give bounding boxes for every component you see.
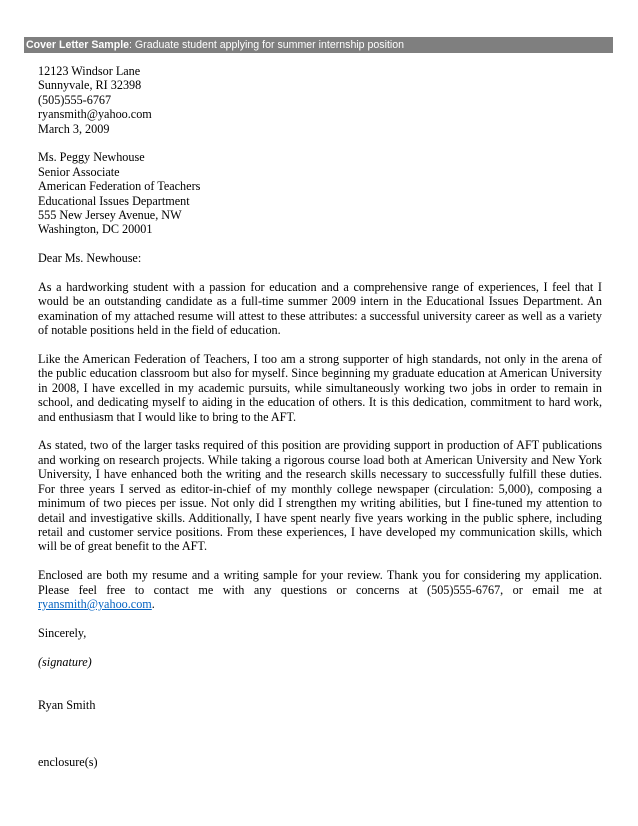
cover-letter (38, 64, 602, 770)
sender-street: 12123 Windsor Lane (38, 64, 141, 78)
body-paragraph-3: As stated, two of the larger tasks required of this position are providing support in production of AFT publications and working on research projects. While taking a rigorous course load both at American University and New York University, I have enhanced both the writing and the research skills necessary to successfully fulfill these duties. For three years I served as editor-in-chief of my monthly college newspaper (circulation: 5,000), composing a minimum of two pieces per issue. Not only did I strengthen my writing abilities, but I fine-tuned my attention to detail and investigative skills. Additionally, I have spent nearly five years working in the public sphere, including retail and customer service positions. From these experiences, I have developed my communication skills, which will be of great benefit to the AFT. (38, 438, 602, 554)
recipient-name: Ms. Peggy Newhouse (38, 150, 145, 165)
body-paragraph-2: Like the American Federation of Teachers, I too am a strong supporter of high standards, not only in the arena of the public education classroom but also for myself. Since beginning my graduate education at American University in 2008, I have excelled in my academic pursuits, while simultaneously working two jobs in order to remain in school, and dedicating myself to aiding in the education of others. It is this dedication, commitment to hard work, and enthusiasm that I would like to bring to the AFT. (38, 352, 602, 424)
sender-phone: (505)555-6767 (38, 92, 112, 107)
sender-address (38, 64, 602, 136)
recipient-organization: American Federation of Teachers (38, 179, 201, 194)
letter-date: March 3, 2009 (38, 121, 110, 136)
header-description: Graduate student applying for summer internship position (134, 39, 405, 51)
recipient-department: Educational Issues Department (38, 193, 190, 208)
recipient-address (38, 150, 602, 236)
sender-email: ryansmith@yahoo.com (38, 107, 152, 122)
recipient-title: Senior Associate (38, 164, 120, 179)
recipient-street: 555 New Jersey Avenue, NW (38, 208, 182, 223)
email-link[interactable]: ryansmith@yahoo.com (38, 596, 152, 611)
valediction: Sincerely, (38, 625, 87, 640)
body-paragraph-1: As a hardworking student with a passion for education and a comprehensive range of experiences, I feel that I would be an outstanding candidate as a full-time summer 2009 intern in the Educational Issues Department. An examination of my attached resume will attest to these attributes: a successful university career as well as a variety of notable positions held in the field of education. (38, 280, 602, 338)
sender-city: Sunnyvale, RI 32398 (38, 78, 142, 93)
salutation: Dear Ms. Newhouse: (38, 251, 142, 266)
closing-paragraph-text: Enclosed are both my resume and a writing sample for your review. Thank you for considering my application. Please feel free to contact me with any questions or concerns at (505)555-6767, or email me at (38, 568, 602, 597)
header-label: Cover Letter Sample (26, 39, 130, 51)
enclosure-note: enclosure(s) (38, 755, 98, 770)
signature-placeholder: (signature) (38, 654, 92, 669)
document-header-bar (24, 37, 613, 53)
recipient-city: Washington, DC 20001 (38, 222, 153, 237)
closing-paragraph-end: . (151, 596, 155, 611)
header-separator: : (129, 39, 135, 51)
signer-name: Ryan Smith (38, 697, 96, 712)
closing-paragraph (38, 568, 602, 611)
